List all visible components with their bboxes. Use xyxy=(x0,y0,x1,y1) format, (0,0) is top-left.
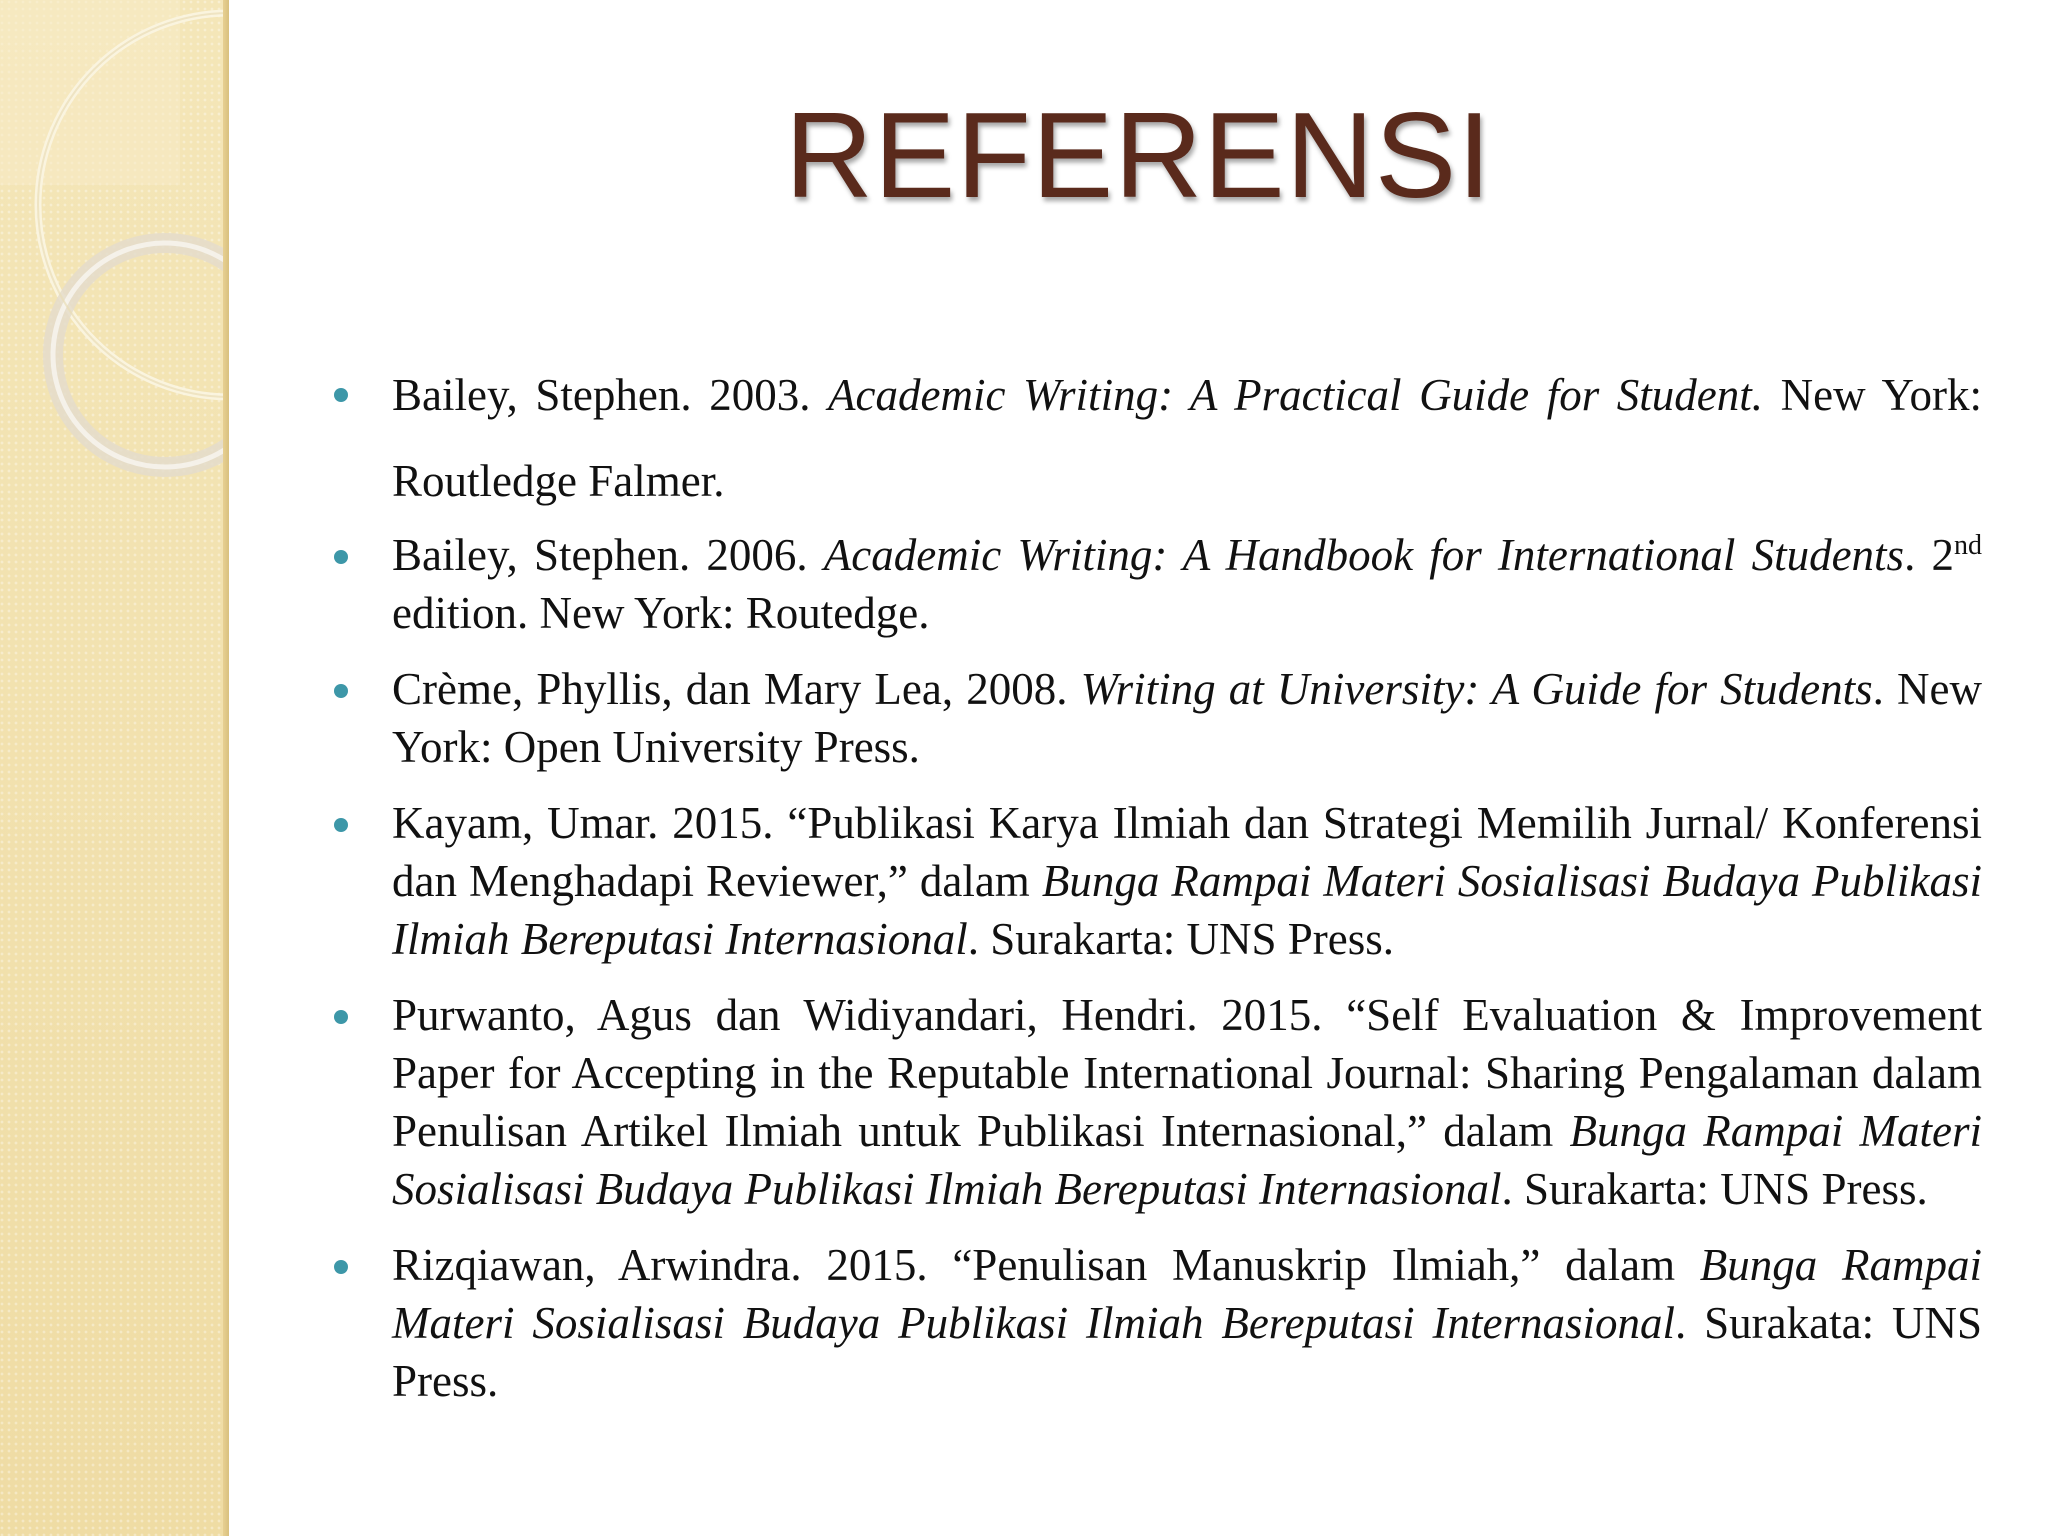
reference-item xyxy=(392,1236,1982,1410)
reference-edition: . 2 xyxy=(1904,530,1955,580)
reference-title: Bunga Rampai Materi Sosialisasi Budaya Publikasi Ilmiah Bereputasi Internasional xyxy=(392,1240,1982,1348)
decorative-rings-icon xyxy=(0,0,229,1536)
bullet-icon xyxy=(334,1010,348,1024)
decorative-sidebar xyxy=(0,0,229,1536)
reference-title: Bunga Rampai Materi Sosialisasi Budaya Publikasi Ilmiah Bereputasi Internasional xyxy=(392,1106,1983,1214)
reference-author: Bailey, Stephen. 2003. xyxy=(392,370,829,420)
reference-publisher: New York: Routledge Falmer. xyxy=(392,370,1982,506)
reference-item xyxy=(392,352,1982,524)
reference-author: Crème, Phyllis, dan Mary Lea, 2008. xyxy=(392,664,1081,714)
reference-author: Bailey, Stephen. 2006. xyxy=(392,530,824,580)
reference-title: Academic Writing: A Practical Guide for Student. xyxy=(828,370,1764,420)
reference-item xyxy=(392,526,1982,642)
page-title: REFERENSI xyxy=(784,87,1493,223)
reference-publisher: . Surakarta: UNS Press. xyxy=(967,914,1394,964)
reference-list xyxy=(392,352,1982,1428)
bullet-icon xyxy=(334,388,348,402)
reference-publisher: . Surakarta: UNS Press. xyxy=(1501,1164,1928,1214)
reference-title: Academic Writing: A Handbook for International Students xyxy=(823,530,1905,580)
reference-title: Bunga Rampai Materi Sosialisasi Budaya Publikasi Ilmiah Bereputasi Internasional xyxy=(392,856,1982,964)
bullet-icon xyxy=(334,684,348,698)
reference-publisher: edition. New York: Routedge. xyxy=(392,588,930,638)
bullet-icon xyxy=(334,818,348,832)
sidebar-edge xyxy=(223,0,229,1536)
reference-publisher: . New York: Open University Press. xyxy=(392,664,1982,772)
reference-item xyxy=(392,986,1982,1218)
reference-author: Kayam, Umar. 2015. “Publikasi Karya Ilmiah dan Strategi Memilih Jurnal/ Konferensi dan Menghadapi Reviewer,” dalam xyxy=(392,798,1982,906)
reference-edition-suffix: nd xyxy=(1954,530,1983,561)
reference-item xyxy=(392,794,1982,968)
reference-author: Rizqiawan, Arwindra. 2015. “Penulisan Manuskrip Ilmiah,” dalam xyxy=(392,1240,1700,1290)
bullet-icon xyxy=(334,1260,348,1274)
reference-title: Writing at University: A Guide for Students xyxy=(1080,664,1873,714)
reference-item xyxy=(392,660,1982,776)
bullet-icon xyxy=(334,550,348,564)
reference-author: Purwanto, Agus dan Widiyandari, Hendri. 2015. “Self Evaluation & Improvement Paper for Accepting in the Reputable International Journal: Sharing Pengalaman dalam Penulisan Artikel Ilmiah untuk Publikasi Internasional,” dalam xyxy=(392,990,1982,1156)
reference-publisher: . Surakata: UNS Press. xyxy=(392,1298,1982,1406)
